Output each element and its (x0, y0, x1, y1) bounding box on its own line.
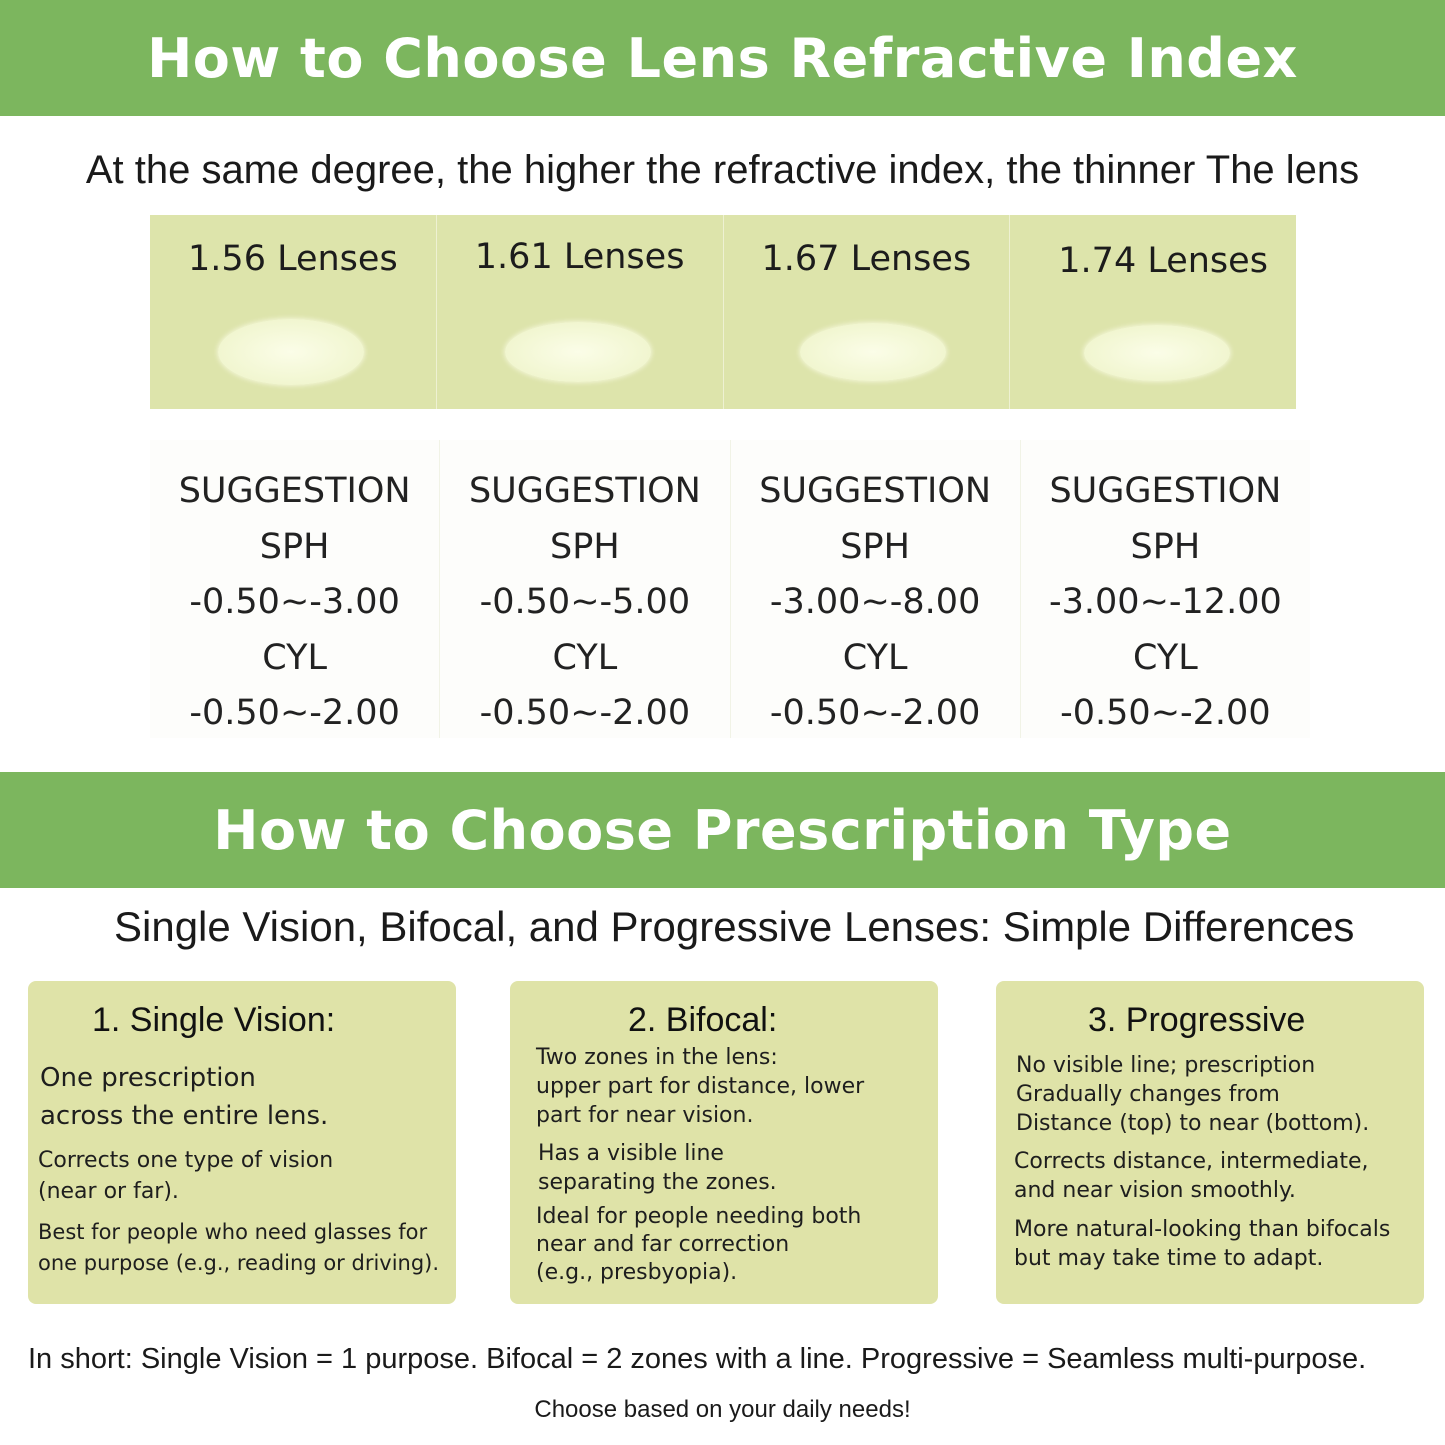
lens-illustration-icon (218, 319, 364, 385)
suggestion-label: SUGGESTION (178, 471, 411, 511)
suggestion-label: SUGGESTION (1049, 471, 1282, 511)
suggestion-cell-174 (1021, 440, 1310, 738)
refractive-index-title: How to Choose Lens Refractive Index (147, 26, 1298, 90)
lens-name: 1.61 Lenses (474, 237, 685, 277)
card-paragraph: More natural-looking than bifocals but may take time to adapt. (1014, 1217, 1391, 1271)
summary-text: In short: Single Vision = 1 purpose. Bifocal = 2 zones with a line. Progressive = Seamless multi-purpose. (28, 1343, 1367, 1375)
card-title: 1. Single Vision: (92, 1001, 336, 1039)
lens-comparison-row (150, 215, 1296, 409)
cyl-range: -0.50~-2.00 (769, 693, 981, 733)
lens-illustration-icon (1084, 325, 1230, 381)
lens-name: 1.74 Lenses (1058, 241, 1268, 281)
sph-label: SPH (259, 526, 330, 567)
card-title: 2. Bifocal: (628, 1001, 778, 1039)
card-title: 3. Progressive (1088, 1001, 1306, 1039)
suggestion-label: SUGGESTION (468, 471, 701, 511)
card-paragraph: Best for people who need glasses for one purpose (e.g., reading or driving). (38, 1220, 440, 1275)
sph-range: -0.50~-5.00 (479, 582, 691, 622)
lens-name: 1.56 Lenses (188, 239, 398, 279)
card-paragraph: One prescription across the entire lens. (40, 1063, 329, 1131)
refractive-index-subtitle: At the same degree, the higher the refractive index, the thinner The lens (85, 148, 1360, 192)
lens-illustration-icon (505, 322, 651, 382)
prescription-type-subtitle: Single Vision, Bifocal, and Progressive Lenses: Simple Differences (114, 903, 1355, 950)
card-paragraph: Ideal for people needing both near and far correction (e.g., presbyopia). (536, 1204, 862, 1285)
suggestion-row (150, 440, 1310, 738)
card-paragraph: Corrects one type of vision (near or far). (38, 1148, 334, 1204)
lens-cell-174 (1010, 215, 1296, 409)
bifocal-card (510, 981, 938, 1304)
card-paragraph: Corrects distance, intermediate, and near vision smoothly. (1014, 1149, 1369, 1203)
lens-cell-161 (437, 215, 724, 409)
cyl-range: -0.50~-2.00 (189, 693, 400, 733)
cyl-label: CYL (552, 637, 618, 678)
cyl-label: CYL (842, 637, 908, 678)
card-paragraph: Two zones in the lens: upper part for distance, lower part for near vision. (536, 1045, 865, 1128)
sph-label: SPH (840, 526, 910, 567)
suggestion-cell-161 (440, 440, 730, 738)
cyl-range: -0.50~-2.00 (479, 693, 691, 733)
suggestion-cell-167 (731, 440, 1021, 738)
sph-range: -3.00~-12.00 (1049, 582, 1282, 622)
progressive-card (996, 981, 1424, 1304)
single-vision-card (28, 981, 456, 1304)
card-paragraph: No visible line; prescription Gradually changes from Distance (top) to near (bottom). (1016, 1053, 1370, 1136)
suggestion-label: SUGGESTION (759, 471, 992, 511)
prescription-type-title: How to Choose Prescription Type (213, 798, 1232, 862)
prescription-type-banner (0, 772, 1445, 888)
sph-range: -0.50~-3.00 (189, 582, 400, 622)
lens-illustration-icon (800, 323, 946, 381)
lens-name: 1.67 Lenses (761, 239, 972, 279)
lens-cell-167 (724, 215, 1011, 409)
sph-range: -3.00~-8.00 (769, 582, 981, 622)
call-to-action-text: Choose based on your daily needs! (534, 1396, 911, 1423)
sph-label: SPH (1130, 526, 1201, 567)
refractive-index-banner (0, 0, 1445, 116)
card-paragraph: Has a visible line separating the zones. (538, 1141, 777, 1195)
sph-label: SPH (550, 526, 620, 567)
lens-cell-156 (150, 215, 437, 409)
cyl-label: CYL (1133, 637, 1198, 678)
suggestion-cell-156 (150, 440, 440, 738)
cyl-range: -0.50~-2.00 (1060, 693, 1271, 733)
cyl-label: CYL (262, 637, 327, 678)
